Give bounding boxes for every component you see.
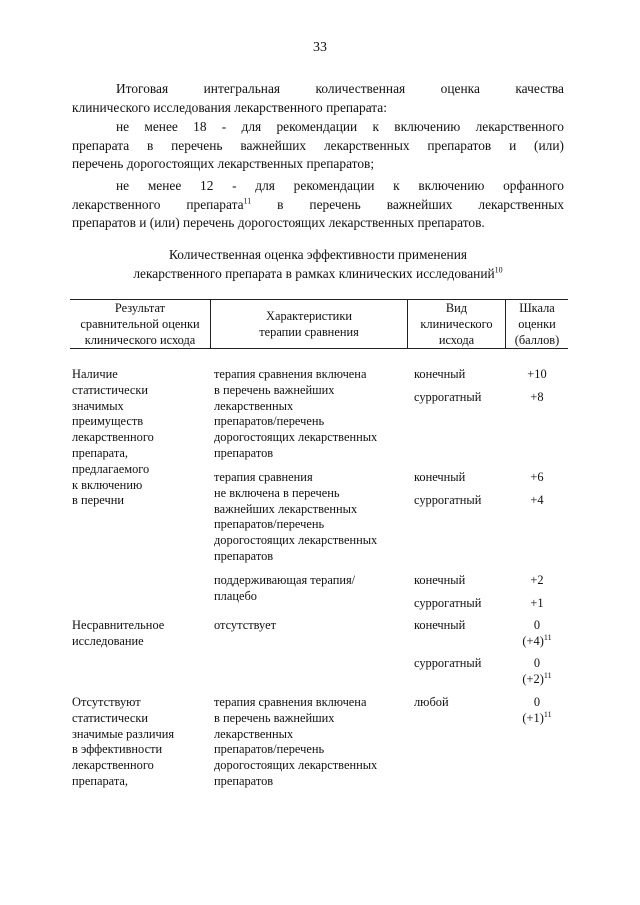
score-cell: 0 $(+1)^{11}$ [522, 695, 552, 725]
footnote-ref: 11 [243, 196, 252, 206]
therapy-cell: отсутствует [214, 618, 276, 632]
paragraph-line: клинического исследования лекарственного препарата: [72, 99, 387, 115]
header-score-scale: Шкала оценки (баллов) [514, 301, 560, 347]
paragraph-line: не менее 12 - для рекомендации к включению орфанного [116, 178, 564, 193]
score-cell: +4 [530, 493, 544, 507]
outcome-type-cell: суррогатный [414, 390, 482, 404]
score-cell: 0 $(+4)^{11}$ [522, 618, 552, 648]
outcome-type-cell: суррогатный [414, 493, 482, 507]
table-caption [72, 246, 564, 283]
therapy-cell: терапия сравнения включена в перечень важнейших лекарственных препаратов/перечень дорогостоящих лекарственных препаратов [214, 695, 378, 788]
outcome-type-cell: конечный [414, 618, 466, 632]
header-therapy: Характеристики терапии сравнения [259, 309, 359, 339]
score-cell: +1 [530, 596, 544, 610]
score-cell: +6 [530, 470, 544, 484]
paragraph-quality-assessment [72, 80, 564, 117]
paragraph-line: Итоговая интегральная количественная оценка качества [116, 81, 564, 96]
result-cell: Отсутствуют статистически значимые различия в эффективности лекарственного препарата, [72, 695, 175, 788]
caption-line-text: лекарственного препарата в рамках клинических исследований [133, 265, 495, 281]
footnote-ref: 11 [543, 632, 552, 642]
result-cell: Несравнительное исследование [72, 618, 165, 648]
score-cell: +2 [530, 573, 544, 587]
score-cell: 0 $(+2)^{11}$ [522, 656, 552, 686]
paragraph-threshold-12 [72, 177, 564, 233]
page-number: 33 [313, 40, 327, 55]
outcome-type-cell: конечный [414, 367, 466, 381]
header-result: Результат сравнительной оценки клинического исхода [80, 301, 200, 347]
table-top-rule [70, 299, 568, 300]
footnote-ref: 11 [543, 709, 552, 719]
paragraph-line: не менее 18 - для рекомендации к включению лекарственного [116, 119, 564, 134]
result-cell: Наличие статистически значимых преимуществ лекарственного препарата, предлагаемого к включению в перечни [72, 367, 154, 508]
outcome-type-cell: любой [414, 695, 449, 709]
paragraph-line [72, 196, 564, 215]
outcome-type-cell: суррогатный [414, 656, 482, 670]
score-cell: +8 [530, 390, 544, 404]
therapy-cell: терапия сравнения не включена в перечень важнейших лекарственных препаратов/перечень дорогостоящих лекарственных препаратов [214, 470, 378, 563]
outcome-type-cell: конечный [414, 470, 466, 484]
paragraph-line: препаратов и (или) перечень дорогостоящих лекарственных препаратов. [72, 215, 485, 231]
paragraph-line-part: лекарственного препарата [72, 196, 244, 212]
therapy-cell: терапия сравнения включена в перечень важнейших лекарственных препаратов/перечень дорогостоящих лекарственных препаратов [214, 367, 378, 460]
caption-line [72, 265, 564, 284]
outcome-type-cell: конечный [414, 573, 466, 587]
paragraph-line: перечень дорогостоящих лекарственных препаратов; [72, 156, 375, 172]
caption-line: Количественная оценка эффективности применения [168, 247, 468, 262]
paragraph-threshold-18 [72, 118, 564, 174]
score-cell: +10 [527, 367, 547, 381]
outcome-type-cell: суррогатный [414, 596, 482, 610]
therapy-cell: поддерживающая терапия/ плацебо [214, 573, 356, 603]
footnote-ref: 11 [543, 670, 552, 680]
paragraph-line-part: в перечень важнейших лекарственных [251, 196, 564, 212]
paragraph-line: препарата в перечень важнейших лекарственных препаратов и (или) [72, 137, 564, 153]
header-outcome-type: Вид клинического исхода [420, 301, 493, 347]
footnote-ref: 10 [494, 265, 503, 275]
